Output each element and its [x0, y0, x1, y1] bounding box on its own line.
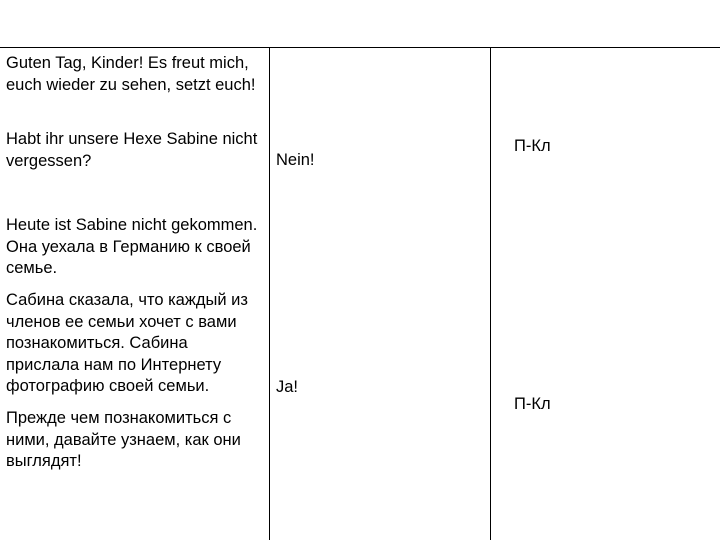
column-divider-pupils-mode: [490, 47, 491, 540]
teacher-line-before-meeting: Прежде чем познакомиться с ними, давайте узнаем, как они выглядят!: [6, 409, 241, 471]
teacher-line-sabine-absent: Heute ist Sabine nicht gekommen. Она уехала в Германию к своей семье.: [6, 216, 258, 278]
work-mode-label: П-Кл: [514, 137, 551, 155]
pupil-answer-nein: Nein!: [276, 151, 315, 169]
pupil-answer-ja: Ja!: [276, 378, 299, 396]
column-divider-teacher-pupils: [269, 47, 270, 540]
teacher-line-family-photo: Сабина сказала, что каждый из членов ее семьи хочет с вами познакомиться. Сабина прислала нам по Интернету фотографию своей семьи.: [6, 291, 248, 396]
teacher-line-question: Habt ihr unsere Hexe Sabine nicht vergessen?: [6, 130, 258, 170]
work-mode-label: П-Кл: [514, 395, 551, 413]
teacher-line-greeting: Guten Tag, Kinder! Es freut mich, euch wieder zu sehen, setzt euch!: [6, 54, 256, 94]
